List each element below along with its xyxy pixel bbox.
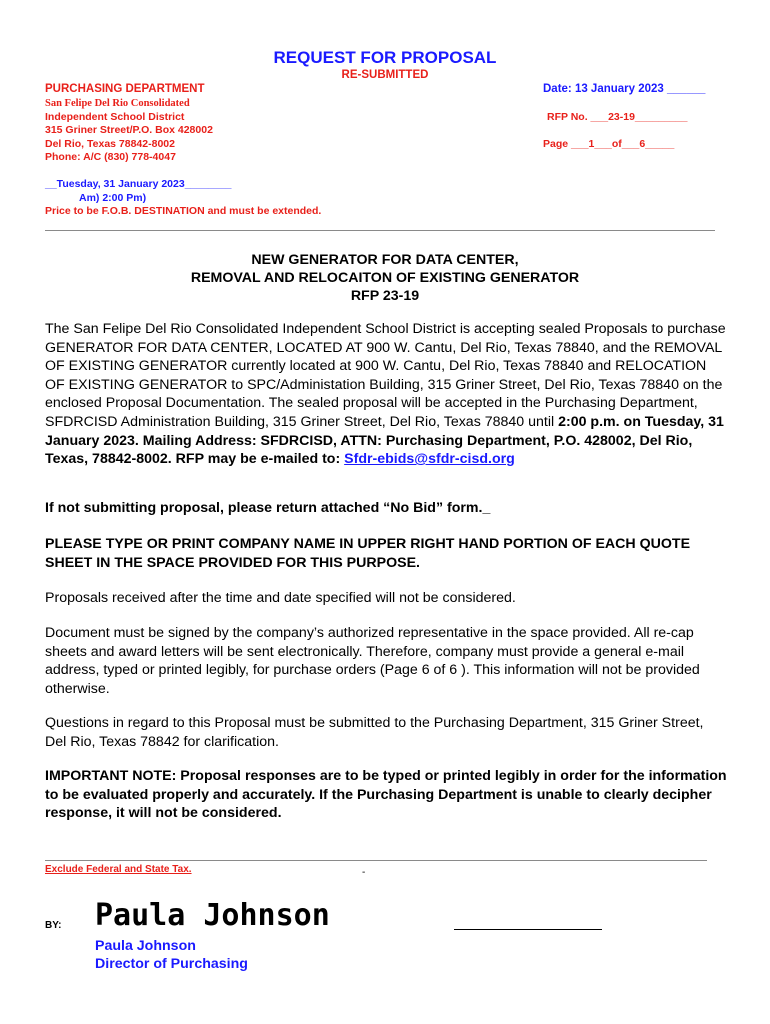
signer-block [95,937,248,973]
intro-paragraph [45,320,727,469]
tax-note: Exclude Federal and State Tax. [45,864,192,875]
footer-dash: - [362,867,366,878]
resubmitted-label: RE-SUBMITTED [341,69,429,81]
signer-title: Director of Purchasing [95,956,248,972]
address-line: Del Rio, Texas 78842-8002 [45,137,175,150]
address-line: Independent School District [45,110,185,123]
important-note: IMPORTANT NOTE: Proposal responses are to be typed or printed legibly in order for the information to be evaluated properly and accurately. If the Purchasing Department is unable to clearly decipher response, it will not be considered. [45,768,727,822]
footer-divider [45,860,707,861]
due-date: __Tuesday, 31 January 2023________ [45,178,232,190]
price-note: Price to be F.O.B. DESTINATION and must be extended. [45,205,322,217]
subject-line-3: RFP 23-19 [350,288,420,304]
address-line: Phone: A/C (830) 778-4047 [45,151,176,164]
intro-text: The San Felipe Del Rio Consolidated Independent School District is accepting sealed Proposals to purchase GENERATOR FOR DATA CENTER, LOCATED AT 900 W. Cantu, Del Rio, Texas 78840, and the REMOVAL OF EXISTING GENERATOR currently located at 900 W. Cantu, Del Rio, Texas 78840 and RELOCATION OF EXISTING GENERATOR to SPC/Administation Building, 315 Griner Street, Del Rio, Texas 78840 on the enclosed Proposal Documentation. The sealed proposal will be accepted in the Purchasing Department, SFDRCISD Administration Building, 315 Griner Street, Del Rio, Texas 78840 until [45,321,726,430]
address-line: 315 Griner Street/P.O. Box 428002 [45,124,213,137]
page-count-line: Page ___1___of___6_____ [543,138,675,150]
signature-requirement-note: Document must be signed by the company’s authorized representative in the space provided. All re-cap sheets and award letters will be sent electronically. Therefore, company must provide a general e-mail address, typed or printed legibly, for purchase orders (Page 6 of 6 ). This information will not be provided otherwise. [45,625,700,697]
due-time: Am) 2:00 Pm) [79,192,147,204]
company-name-note: PLEASE TYPE OR PRINT COMPANY NAME IN UPPER RIGHT HAND PORTION OF EACH QUOTE SHEET IN THE SPACE PROVIDED FOR THIS PURPOSE. [45,536,691,571]
intro-bold-text: 2:00 p.m. on Tuesday, 31 January 2023. Mailing Address: SFDRCISD, ATTN: Purchasing Department, P.O. 428002, Del Rio, Texas, 78842-8002. RFP may be e-mailed to: [45,413,724,468]
late-proposal-note: Proposals received after the time and date specified will not be considered. [45,590,516,606]
subject-line-2: REMOVAL AND RELOCAITON OF EXISTING GENERATOR [190,270,580,286]
questions-note: Questions in regard to this Proposal must be submitted to the Purchasing Department, 315 Griner Street, Del Rio, Texas 78842 for clarification. [45,715,704,750]
rfp-number-line: RFP No. ___23-19_________ [547,111,688,123]
signature: Paula Johnson [95,898,330,933]
address-line: San Felipe Del Rio Consolidated [45,98,190,109]
email-link[interactable]: Sfdr-ebids@sfdr-cisd.org [344,451,515,468]
signature-line [454,929,602,930]
signer-name: Paula Johnson [95,938,196,954]
header-divider [45,230,715,231]
date-line: Date: 13 January 2023 ______ [543,83,706,95]
by-label: BY: [45,920,62,931]
subject-block [0,251,770,305]
address-block [45,97,213,165]
document-title: REQUEST FOR PROPOSAL [273,48,497,67]
subject-line-1: NEW GENERATOR FOR DATA CENTER, [251,252,519,268]
purchasing-department: PURCHASING DEPARTMENT [45,83,205,95]
no-bid-note: If not submitting proposal, please return attached “No Bid” form._ [45,500,491,516]
